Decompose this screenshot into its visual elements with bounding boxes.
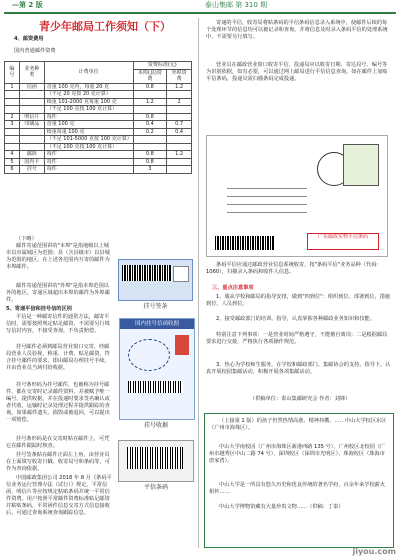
section-3-heading: 三、重点注意事项	[212, 285, 254, 291]
col-header-no: 编号	[5, 62, 20, 84]
col-header-rate: 资费标准(元)	[133, 62, 191, 70]
note-3: 3、热心为学校师生服务，在学校和邮政部门、集邮协会的支持、指导下，认真开展校园集邮活动，积极开展各项集邮活动。	[206, 362, 391, 376]
cell-unit: （不足 20 克按 20 克计算）	[44, 91, 133, 99]
section-4-heading: 4、邮资费用	[14, 36, 44, 42]
fee-row	[5, 136, 192, 144]
cell-type: 信函	[19, 83, 44, 91]
box-para-2: 中山大学南校园（广州市海珠区新港西路 135 号）、广州校区北校园（广州市越秀区中山二路 74 号）、深圳校区（深圳市光明区）、珠海校区（珠海市唐家湾）。	[209, 444, 386, 465]
cell-no	[5, 136, 20, 144]
cell-out: 1.2	[167, 83, 192, 91]
cell-no	[5, 98, 20, 106]
label-logo-box	[173, 266, 189, 282]
section-4-subheading: 国内普通邮件资费	[14, 48, 56, 54]
cell-type: 挂号	[19, 166, 44, 174]
cell-unit: 每件	[44, 158, 133, 166]
author-credit: （供稿单位：泰山集邮研究会 作者：刘锋）	[250, 396, 351, 402]
cell-out: 2	[167, 98, 192, 106]
fee-row	[5, 113, 192, 121]
continued-article-box	[204, 413, 394, 548]
box-para-3: 中山大学是一所具有悠久历史和优良传统的著名学府，百余年来学校薪火相传……	[209, 482, 386, 496]
registered-label-caption: 挂号签条	[143, 302, 168, 310]
receipt-header: 国内挂号信函收据	[120, 319, 194, 329]
cell-unit: 续重每重 100 克	[44, 128, 133, 136]
site-watermark: jiyou.com	[352, 546, 396, 556]
cell-out	[167, 158, 192, 166]
registered-receipt-image	[119, 318, 195, 420]
address-lines	[227, 181, 307, 219]
note-1: 1、服从学校和邮局的指导安排，做到"四到位"：组织到位、部署到位、措施到位、人员到位。	[206, 294, 391, 308]
postmark-graphic	[128, 339, 170, 371]
cell-no	[5, 91, 20, 99]
cell-unit: 每件	[44, 113, 133, 121]
cell-local: 0.8	[133, 158, 167, 166]
cell-type	[19, 136, 44, 144]
cell-type	[19, 128, 44, 136]
envelope-barcode	[215, 236, 275, 250]
receipt-barcode	[128, 381, 183, 393]
header-rule	[4, 12, 396, 14]
cell-no	[5, 106, 20, 114]
para-right-1: 寄递的平信，收寄局将贴条码的平信条码信息录入系统中，使邮件后续的每个处理环节的信息均可以被记录和查询，并将信息及时录入条码平信的处理系统中，不需要另行填写。	[206, 20, 388, 41]
flat-barcode-caption: 平信条码	[143, 484, 168, 491]
col-header-type: 业务种类	[19, 62, 44, 84]
cell-out	[167, 143, 192, 151]
cell-local: 0.8	[133, 113, 167, 121]
cell-out: 0.4	[167, 128, 192, 136]
cell-type	[19, 91, 44, 99]
cell-type: 印刷品	[19, 121, 44, 129]
cell-local: 3	[133, 166, 167, 174]
cell-type	[19, 143, 44, 151]
fee-row	[5, 128, 192, 136]
cell-unit: （不足 100 克按 100 克计算）	[44, 106, 133, 114]
envelope-sender-box: 广东邮政实物平信条码	[307, 233, 379, 250]
fee-row	[5, 151, 192, 159]
fee-row	[5, 143, 192, 151]
cell-type: 邮简	[19, 151, 44, 159]
cell-unit: 每件	[44, 166, 133, 174]
para-registered: 挂号邮件必须到邮局营业窗口交寄，经邮局营业人员验视，称重、计费、贴足邮资，符合挂号邮件的要求，即由邮局办理挂号手续，并由营业员当场付给收据。	[6, 344, 110, 372]
cell-local	[133, 136, 167, 144]
column-divider	[198, 18, 199, 548]
cell-type	[19, 98, 44, 106]
cell-no: 5	[5, 158, 20, 166]
cell-out	[167, 91, 192, 99]
registered-label-image	[118, 259, 193, 310]
cell-local	[133, 106, 167, 114]
flat-barcode-graphic	[127, 447, 183, 469]
cell-no: 4	[5, 151, 20, 159]
para-outside: 邮件寄递范围讲的"外埠"是指本埠范围以外的地区。寄递区域超出本埠的邮件为外埠邮件。	[6, 283, 110, 304]
cell-local: 1.2	[133, 98, 167, 106]
cell-unit: 每件	[44, 151, 133, 159]
cell-type: 国内卡	[19, 158, 44, 166]
cell-no	[5, 143, 20, 151]
cell-out	[167, 113, 192, 121]
stamp-icon	[343, 144, 379, 186]
cell-out: 1.2	[167, 151, 192, 159]
page-number: —第 2 版	[12, 1, 43, 9]
cell-no: 1	[5, 83, 20, 91]
page-header	[0, 0, 400, 14]
cell-local: 0.8	[133, 83, 167, 91]
fee-row	[5, 166, 192, 174]
note-special: 特别注意下列事项：一是营业时间严格遵守，不能擅自离岗；二是根据邮局要求进行交接，严格执行各项操作规范。	[206, 332, 388, 346]
fee-row	[5, 158, 192, 166]
article-title: 青少年邮局工作须知（下）	[39, 20, 171, 33]
cell-local	[133, 143, 167, 151]
cell-local: 0.2	[133, 128, 167, 136]
cell-type: 明信片	[19, 113, 44, 121]
cell-local: 0.4	[133, 121, 167, 129]
para-ordinary-letter: 平信是一种邮寄信件的通常方法，邮寄平信时，需要按照规定贴足邮资，不需要另行填写信封内容，不接受查询，不负责赔偿。	[6, 314, 110, 335]
publication-name: 泰山集邮 第 310 期	[205, 1, 268, 9]
envelope-caption: 条码平信应通过邮政营业信息系统收寄，按"条码平信"业务品种（代码：1060），扫描录入条码和收件人信息。	[206, 262, 382, 276]
fee-row	[5, 83, 192, 91]
cell-unit: 首重 100 克	[44, 121, 133, 129]
cell-unit: （不足 101-5000 克按 100 克计算）	[44, 136, 133, 144]
col-header-unit: 计费单位	[44, 62, 133, 84]
envelope-image	[206, 135, 388, 257]
cell-unit: （不足 100 克按 100 克计算）	[44, 143, 133, 151]
receipt-caption: 挂号收据	[143, 422, 168, 429]
cell-no: 3	[5, 121, 20, 129]
para-right-2: 营业员在邮政营业窗口收寄平信，投递局应以收寄日期、寄达局号、编号等为识别依据，如有必要，可以通过网上邮局进行平信信息查询。如在邮件上加贴平信条码，投递员需扫描条码完成投递。	[206, 62, 388, 83]
col-header-out: 外埠资费	[167, 69, 192, 83]
cell-unit: 首重 100 克内，每重 20 克	[44, 83, 133, 91]
cell-type	[19, 106, 44, 114]
para-barcode-stick: 挂号条形码是在交寄时贴在邮件上，可凭它在邮件跟踪时核查。	[6, 436, 110, 450]
fee-row	[5, 98, 192, 106]
fee-row	[5, 91, 192, 99]
cell-no	[5, 128, 20, 136]
para-label-position: 挂号签条贴在邮件正面左上角，由营业员在上面填写收寄日戳、收寄局号和条码等，可作为查询依据。	[6, 452, 110, 473]
para-regulation: 中国邮政集团公司 2018 年 8 月《条码平信业务运行管理办法（试行）》规定，平常信函、明信片等应按规定粘贴条码并统一平常信件资费。用户按照平常邮件资费标准贴足邮资并粘贴条码，平常函件信息交寄方式信息接收后，可通过查询系统查询跟踪信息。	[6, 475, 112, 517]
receipt-stamp	[175, 335, 189, 355]
note-2: 2、接受邮政部门的培训、指导，认真掌握各种邮政业务知识和技能。	[216, 316, 375, 322]
cell-unit: 续重 101-2000 克每重 100 克	[44, 98, 133, 106]
box-para-4: 中山大学博物馆藏有大量珍贵文物……（供稿：丁泰）	[219, 504, 344, 510]
cell-no: 2	[5, 113, 20, 121]
cell-no: 6	[5, 166, 20, 174]
flat-barcode-image	[118, 440, 194, 482]
cell-out	[167, 136, 192, 144]
fee-row	[5, 121, 192, 129]
cell-local: 0.8	[133, 151, 167, 159]
cell-out	[167, 106, 192, 114]
section-5-heading: 5、寄递平信和挂号信的区别	[6, 306, 72, 312]
col-header-local: 本埠(县)资费	[133, 69, 167, 83]
table-note: （下略）	[16, 236, 37, 242]
cell-out	[167, 166, 192, 174]
fee-table	[4, 61, 192, 174]
para-tracking: 挂号条形码为挂号邮件，也被称为挂号邮件，都在交寄时记录邮件资料，并被赋予唯一编号，提供收据，并在投递时要求签名确认或者代收，运输时记录处理过程并提供跟踪的查询。如果邮件遗失、损毁或被退回，可以提出一项赔偿。	[6, 382, 110, 424]
fee-row	[5, 106, 192, 114]
cell-local	[133, 91, 167, 99]
para-local: 邮件寄递范围讲的"本埠"是指地级以上城市以市属城区为范围；县（含县级市）以县城为范围的地区，在上述各范围内互寄的邮件为本埠邮件。	[6, 243, 110, 271]
cell-out: 0.7	[167, 121, 192, 129]
box-para-1: （上接第 1 版）的孩子仍然热情高涨，精神抖擞。……中山大学校区东区（广州市海珠区）。	[209, 418, 387, 432]
barcode-graphic	[122, 265, 172, 281]
